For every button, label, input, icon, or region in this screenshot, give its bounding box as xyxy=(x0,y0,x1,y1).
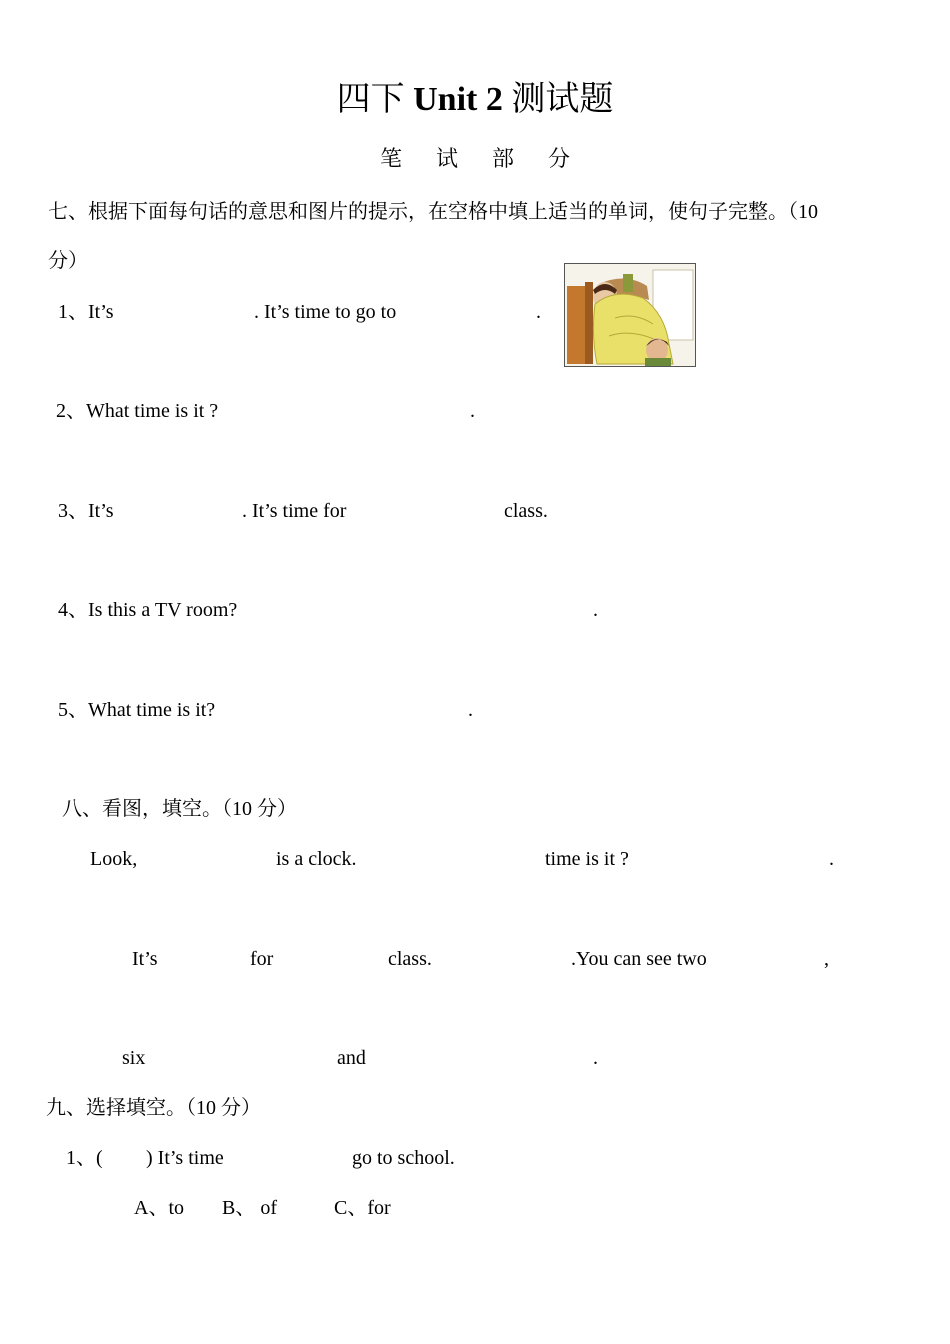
s8-line2-part-d: .You can see two xyxy=(571,948,707,970)
q7-1-part-b: . It’s time to go to xyxy=(254,301,397,323)
q7-3-part-c: class. xyxy=(504,500,548,522)
q7-3-part-a: 3、It’s xyxy=(58,500,114,522)
title-prefix: 四下 xyxy=(336,81,414,118)
q7-2-part-a: 2、What time is it ? xyxy=(56,400,219,422)
q7-5-part-b: . xyxy=(468,699,473,721)
title-suffix: 测试题 xyxy=(502,81,614,118)
q7-1-part-a: 1、It’s xyxy=(58,301,114,323)
s9-option-b: B、 of xyxy=(222,1197,277,1219)
q7-5-part-a: 5、What time is it? xyxy=(58,699,216,721)
q7-2-part-b: . xyxy=(470,400,475,422)
s9-q1-part-a: 1、( xyxy=(66,1147,103,1169)
s8-line1-part-c: time is it ? xyxy=(545,848,629,870)
page-subtitle: 笔试部分 xyxy=(379,146,604,171)
s9-option-a: A、to xyxy=(134,1197,184,1219)
q7-4-part-a: 4、Is this a TV room? xyxy=(58,599,238,621)
q7-3-part-b: . It’s time for xyxy=(242,500,347,522)
q7-1-part-c: . xyxy=(536,301,541,323)
section8-heading: 八、看图，填空。（10 分） xyxy=(62,798,297,820)
s8-line2-part-b: for xyxy=(250,948,274,970)
sleeping-child-illustration xyxy=(565,264,695,366)
section7-heading-line2: 分） xyxy=(48,250,88,272)
s9-q1-part-b: ) It’s time xyxy=(146,1147,224,1169)
s8-line2-part-e: , xyxy=(824,948,829,970)
s8-line3-part-b: and xyxy=(337,1047,366,1069)
s8-line2-part-a: It’s xyxy=(132,948,158,970)
page-title xyxy=(0,78,950,122)
section9-heading: 九、选择填空。（10 分） xyxy=(46,1097,261,1119)
section7-heading-line1: 七、根据下面每句话的意思和图片的提示，在空格中填上适当的单词，使句子完整。（10 xyxy=(48,201,818,223)
s8-line3-part-a: six xyxy=(122,1047,146,1069)
q7-4-part-b: . xyxy=(593,599,598,621)
s8-line1-part-d: . xyxy=(829,848,834,870)
s8-line1-part-b: is a clock. xyxy=(276,848,357,870)
s8-line3-part-c: . xyxy=(593,1047,598,1069)
title-bold: Unit 2 xyxy=(413,81,503,118)
s9-q1-part-c: go to school. xyxy=(352,1147,455,1169)
s8-line2-part-c: class. xyxy=(388,948,432,970)
s8-line1-part-a: Look, xyxy=(90,848,138,870)
s9-option-c: C、for xyxy=(334,1197,391,1219)
bedtime-picture xyxy=(564,263,696,367)
